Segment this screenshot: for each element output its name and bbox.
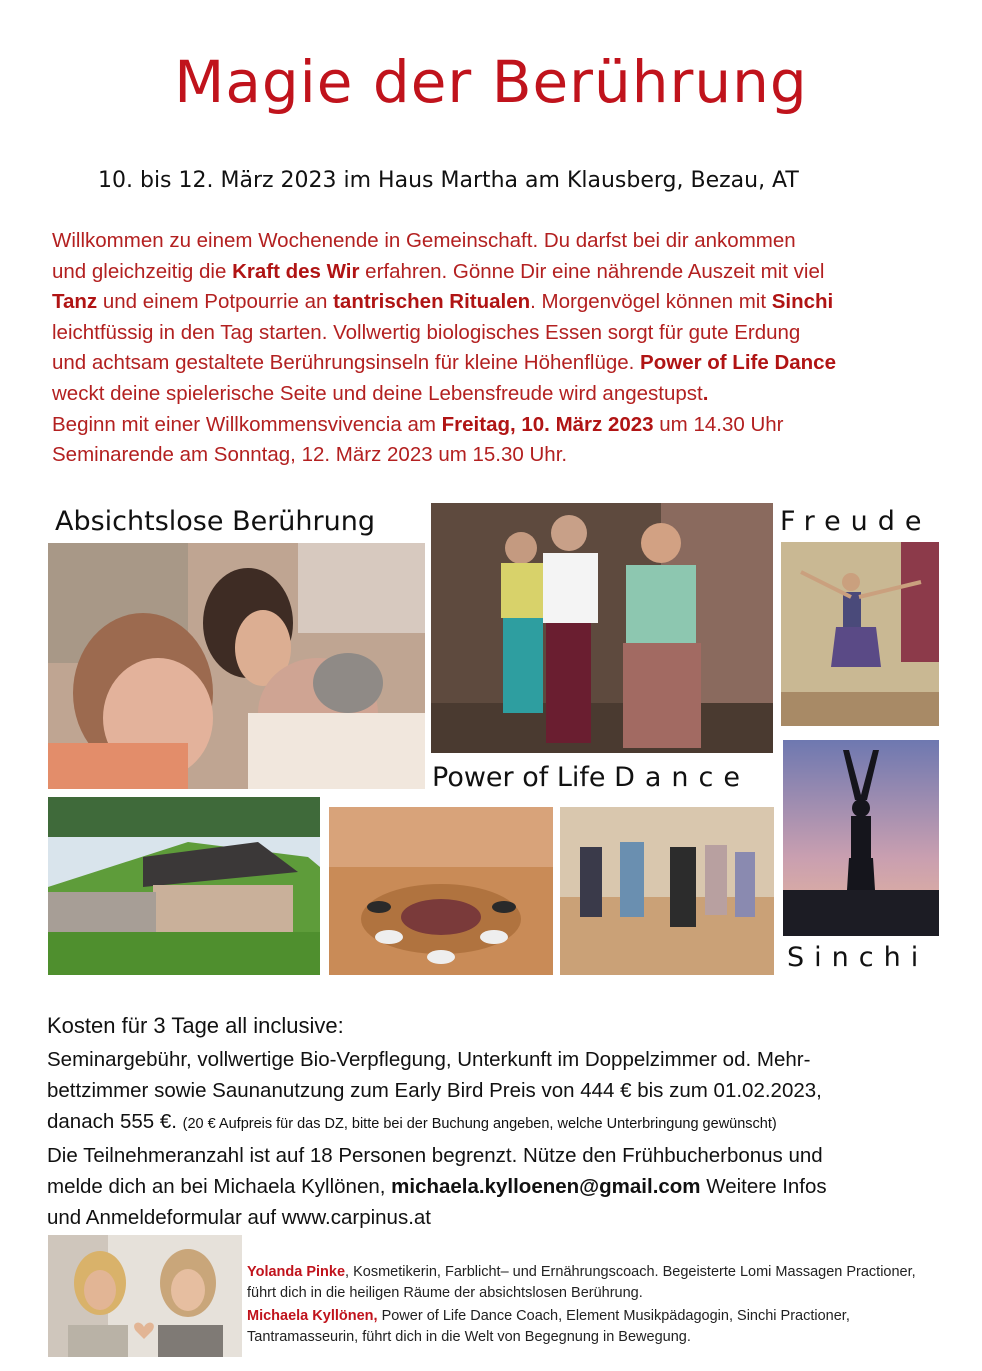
bio-name: Michaela Kyllönen, [247, 1308, 378, 1324]
highlight-tantrische-rituale: tantrischen Ritualen [333, 290, 531, 314]
facilitator-bios [247, 1262, 947, 1350]
event-date-location: 10. bis 12. März 2023 im Haus Martha am Klausberg, Bezau, AT [98, 168, 799, 193]
intro-text-span: leichtfüssig in den Tag starten. Vollwertig biologisches Essen sorgt für gute Erdung [52, 320, 801, 344]
highlight-sinchi: Sinchi [771, 290, 834, 314]
intro-text-span: um 14.30 Uhr [653, 412, 784, 436]
intro-line [52, 440, 952, 471]
intro-line [52, 257, 952, 288]
bio-yolanda [247, 1262, 947, 1304]
photo-embrace [48, 543, 425, 789]
costs-note: (20 € Aufpreis für das DZ, bitte bei der Buchung angeben, welche Unterbringung gewünscht) [182, 1116, 777, 1132]
caption-freude: Freude [780, 506, 932, 537]
intro-line [52, 348, 952, 379]
photo-sinchi-silhouette [783, 740, 939, 936]
intro-text-span: und einem Potpourrie an [97, 290, 334, 314]
caption-power-of-life-dance [432, 762, 750, 793]
costs-text [47, 1044, 947, 1233]
costs-line: Seminargebühr, vollwertige Bio-Verpflegung, Unterkunft im Doppelzimmer od. Mehr- [47, 1048, 811, 1071]
intro-line [52, 226, 952, 257]
costs-line: bettzimmer sowie Saunanutzung zum Early Bird Preis von 444 € bis zum 01.02.2023, [47, 1079, 822, 1102]
bio-text: , Kosmetikerin, Farblicht– und Ernährungscoach. Begeisterte Lomi Massagen Practioner, führt dich in die heiligen Räume der absichtslosen Berührung. [247, 1264, 916, 1301]
intro-text-span: weckt deine spielerische Seite und deine Lebensfreude wird angestupst [52, 381, 703, 405]
intro-text-span: erfahren. Gönne Dir eine nährende Auszeit mit viel [359, 259, 825, 283]
page-title: Magie der Berührung [174, 48, 808, 116]
costs-text-span: danach 555 €. [47, 1110, 183, 1133]
costs-text-span: melde dich an bei Michaela Kyllönen, [47, 1175, 392, 1198]
caption-dance-text: Dance [614, 762, 750, 793]
intro-text-span: Beginn mit einer Willkommensvivencia am [52, 412, 442, 436]
highlight-kraft-des-wir: Kraft des Wir [232, 259, 360, 283]
photo-ritual-circle [329, 807, 553, 975]
bio-text: Power of Life Dance Coach, Element Musikpädagogin, Sinchi Practioner, Tantramasseurin, führt dich in die Welt von Begegnung in Bewegung. [247, 1308, 850, 1345]
intro-text-span: Willkommen zu einem Wochenende in Gemeinschaft. Du darfst bei dir ankommen [52, 229, 796, 252]
intro-text-span: und achtsam gestaltete Berührungsinseln für kleine Höhenflüge. [52, 351, 641, 375]
intro-text-span: . Morgenvögel können mit [530, 290, 772, 314]
photo-facilitators [48, 1235, 242, 1357]
intro-text-span: . [702, 381, 709, 405]
costs-line [47, 1171, 947, 1202]
intro-text [52, 226, 952, 471]
intro-line [52, 410, 952, 441]
caption-absichtslose-beruehrung: Absichtslose Berührung [55, 506, 375, 537]
costs-line: und Anmeldeformular auf www.carpinus.at [47, 1206, 432, 1229]
highlight-tanz: Tanz [52, 290, 98, 314]
intro-text-span: und gleichzeitig die [52, 259, 233, 283]
caption-sinchi: Sinchi [787, 942, 929, 973]
photo-house [48, 797, 320, 975]
intro-line [52, 287, 952, 318]
highlight-start-date: Freitag, 10. März 2023 [441, 412, 654, 436]
bio-michaela [247, 1306, 947, 1348]
intro-line [52, 379, 952, 410]
caption-power-text: Power of Life [432, 762, 606, 793]
costs-line: Die Teilnehmeranzahl ist auf 18 Personen begrenzt. Nütze den Frühbucherbonus und [47, 1144, 823, 1167]
photo-freude-dancer [781, 542, 939, 726]
contact-email[interactable]: michaela.kylloenen@gmail.com [391, 1175, 701, 1198]
intro-line [52, 318, 952, 349]
costs-line [47, 1106, 947, 1140]
highlight-power-of-life-dance: Power of Life Dance [640, 351, 836, 375]
photo-dancers [431, 503, 773, 753]
bio-name: Yolanda Pinke [247, 1264, 346, 1280]
intro-text-span: Seminarende am Sonntag, 12. März 2023 um 15.30 Uhr. [52, 443, 568, 467]
costs-heading: Kosten für 3 Tage all inclusive: [47, 1013, 344, 1038]
costs-text-span: Weitere Infos [700, 1175, 827, 1198]
photo-group-dance [560, 807, 774, 975]
